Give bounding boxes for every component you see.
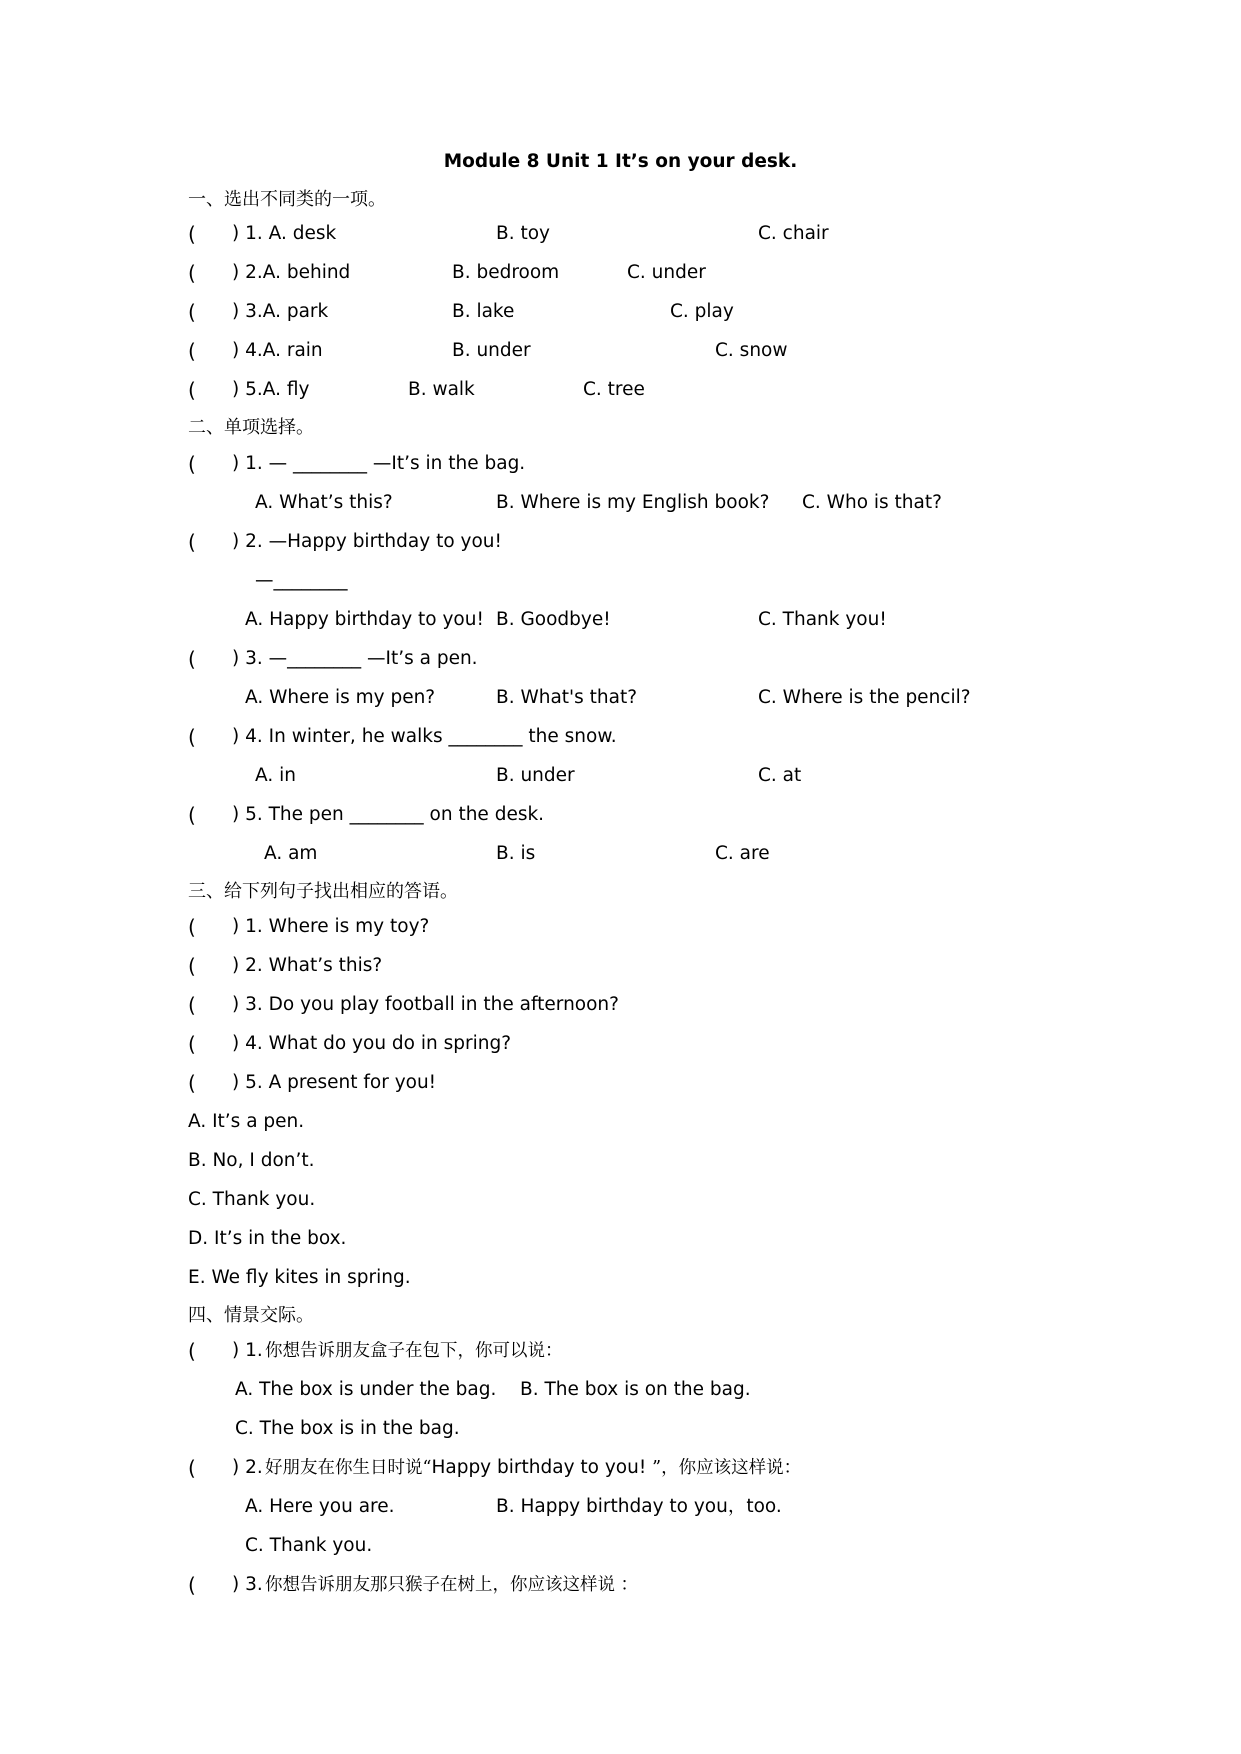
s4-q1-number: ) 1. [232, 1340, 263, 1361]
s3-answer-b: B. No, I don’t. [188, 1150, 315, 1171]
s3-answer-d: D. It’s in the box. [188, 1228, 347, 1249]
worksheet-page: Module 8 Unit 1 It’s on your desk. 一、选出不同类的一项。 ( ) 1. A. desk B. toy C. chair ( ) 2.A. behind B. bedroom C. under ( ) 3.A. park B. lake C. play ( ) 4.A. rain B. under C. snow ( ) 5.A. fly B. walk C. tree 二、单项选择。 ( ) 1. — ________ —It’s in the bag. A. What’s this? B. Where is my English book? C. Who is that? ( ) 2. —Happy birthday to you! —________ A. Happy birthday to you! B. Goodbye! C. Thank you! ( ) 3. —________ —It’s a pen. A. Where is my pen? B. What's that? C. Where is the pencil? ( ) 4. In winter, he walks ________ the snow. A. in B. under C. at ( ) 5. The pen ________ on the desk. A. am B. is C. are 三、给下列句子找出相应的答语。 ( ) 1. Where is my toy? ( ) 2. What’s this? ( ) 3. Do you play football in the afternoon? ( ) 4. What do you do in spring? ( ) 5. A present for you! A. It’s a pen. B. No, I don’t. C. Thank you. D. It’s in the box. E. We fly kites in spring. 四、情景交际。 ( ) 1. 你想告诉朋友盒子在包下，你可以说： A. The box is under the bag. B. The box is on the bag. C. The box is in the bag. ( ) 2. 好朋友在你生日时说“Happy birthday to you! ”，你应该这样说： A. Here you are. B. Happy birthday to you，too. C. Thank you. ( ) 3. 你想告诉朋友那只猴子在树上，你应该这样说 ： [0, 0, 1241, 1754]
s1-q3-option-c: C. play [670, 301, 734, 322]
s2-q4-option-a: A. in [255, 765, 296, 786]
s2-q2-reply-blank: —________ [255, 570, 348, 591]
s4-q3-prompt: 你想告诉朋友那只猴子在树上，你应该这样说 ： [265, 1575, 639, 1595]
s3-q1-text: ) 1. Where is my toy? [232, 916, 430, 937]
s2-q2-option-b: B. Goodbye! [496, 609, 611, 630]
s2-q1-option-b: B. Where is my English book? [496, 492, 770, 513]
s2-q4-option-b: B. under [496, 765, 575, 786]
s3-answer-c: C. Thank you. [188, 1189, 316, 1210]
s1-q2-option-b: B. bedroom [452, 262, 560, 283]
s2-q3-option-b: B. What's that? [496, 687, 638, 708]
s1-q3-option-b: B. lake [452, 301, 515, 322]
s3-answer-e: E. We fly kites in spring. [188, 1267, 411, 1288]
s2-q5-option-a: A. am [264, 843, 318, 864]
s2-q5-option-b: B. is [496, 843, 536, 864]
s4-q2-option-c: C. Thank you. [245, 1535, 373, 1556]
s2-q1-stem: ) 1. — ________ —It’s in the bag. [232, 453, 526, 474]
s4-q2-number: ) 2. [232, 1457, 263, 1478]
section-1-heading: 一、选出不同类的一项。 [188, 189, 386, 210]
s4-q2-option-a: A. Here you are. [245, 1496, 395, 1517]
s2-q1-option-c: C. Who is that? [802, 492, 942, 513]
s3-q2-text: ) 2. What’s this? [232, 955, 383, 976]
section-4-heading: 四、情景交际。 [188, 1305, 314, 1326]
s4-q1-option-a: A. The box is under the bag. [235, 1379, 497, 1400]
s3-q3-text: ) 3. Do you play football in the afternoon? [232, 994, 619, 1015]
s2-q2-option-c: C. Thank you! [758, 609, 887, 630]
s3-q5-text: ) 5. A present for you! [232, 1072, 437, 1093]
s1-q1-option-c: C. chair [758, 223, 829, 244]
s1-q4-option-c: C. snow [715, 340, 788, 361]
section-2-heading: 二、单项选择。 [188, 417, 314, 438]
s3-q4-text: ) 4. What do you do in spring? [232, 1033, 512, 1054]
s2-q2-option-a: A. Happy birthday to you! [245, 609, 484, 630]
s1-q5-option-c: C. tree [583, 379, 645, 400]
s4-q1-prompt: 你想告诉朋友盒子在包下，你可以说： [265, 1341, 563, 1361]
s4-q1-option-b: B. The box is on the bag. [520, 1379, 751, 1400]
section-3-heading: 三、给下列句子找出相应的答语。 [188, 881, 458, 902]
s1-q2-option-c: C. under [627, 262, 706, 283]
page-title: Module 8 Unit 1 It’s on your desk. [443, 151, 798, 172]
s2-q3-stem: ) 3. —________ —It’s a pen. [232, 648, 478, 669]
s2-q4-stem: ) 4. In winter, he walks ________ the snow. [232, 726, 617, 747]
s1-q4-option-b: B. under [452, 340, 531, 361]
s1-q5-option-b: B. walk [408, 379, 475, 400]
s1-q3-stem: ) 3.A. park [232, 301, 329, 322]
s4-q2-option-b: B. Happy birthday to you，too. [496, 1496, 782, 1517]
s1-q2-stem: ) 2.A. behind [232, 262, 351, 283]
s1-q1-stem: ) 1. A. desk [232, 223, 337, 244]
s2-q3-option-a: A. Where is my pen? [245, 687, 436, 708]
s2-q4-option-c: C. at [758, 765, 802, 786]
s2-q5-stem: ) 5. The pen ________ on the desk. [232, 804, 545, 825]
s1-q5-stem: ) 5.A. fly [232, 379, 310, 400]
s4-q3-number: ) 3. [232, 1574, 263, 1595]
s4-q2-prompt: 好朋友在你生日时说“Happy birthday to you! ”，你应该这样说： [265, 1457, 802, 1478]
s2-q3-option-c: C. Where is the pencil? [758, 687, 971, 708]
s3-answer-a: A. It’s a pen. [188, 1111, 305, 1132]
s1-q1-option-b: B. toy [496, 223, 550, 244]
s2-q1-option-a: A. What’s this? [255, 492, 393, 513]
s2-q2-stem: ) 2. —Happy birthday to you! [232, 531, 502, 552]
s4-q1-option-c: C. The box is in the bag. [235, 1418, 460, 1439]
s1-q4-stem: ) 4.A. rain [232, 340, 323, 361]
s2-q5-option-c: C. are [715, 843, 770, 864]
